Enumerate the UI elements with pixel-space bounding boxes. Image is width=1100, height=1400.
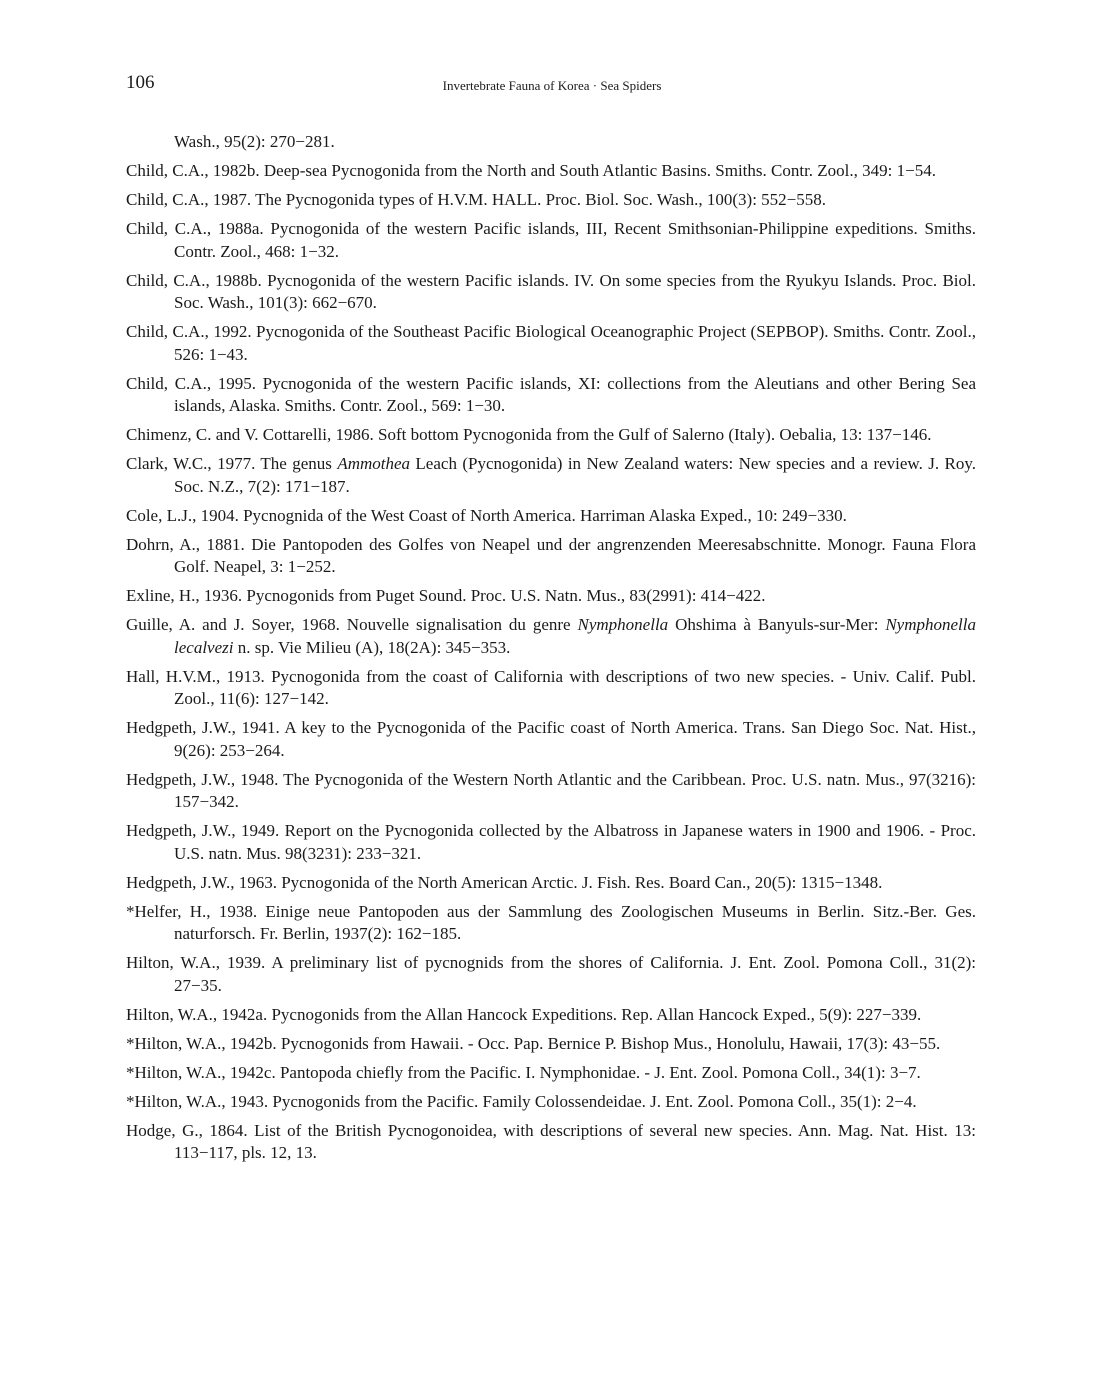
reference-entry: Hedgpeth, J.W., 1949. Report on the Pycnogonida collected by the Albatross in Japanese waters in 1900 and 1906. - Proc. U.S. natn. Mus. 98(3231): 233−321. xyxy=(126,821,976,863)
reference-entry: *Hilton, W.A., 1943. Pycnogonids from the Pacific. Family Colossendeidae. J. Ent. Zool. Pomona Coll., 35(1): 2−4. xyxy=(126,1091,917,1111)
taxon-name: Ammothea xyxy=(337,454,411,473)
reference-entry: Hedgpeth, J.W., 1941. A key to the Pycnogonida of the Pacific coast of North America. Trans. San Diego Soc. Nat. Hist., 9(26): 253−264. xyxy=(126,718,976,760)
reference-entry: Cole, L.J., 1904. Pycnognida of the West Coast of North America. Harriman Alaska Exped., 10: 249−330. xyxy=(126,505,847,525)
reference-entry xyxy=(126,614,976,659)
reference-entry xyxy=(126,453,976,498)
reference-entry: *Hilton, W.A., 1942b. Pycnogonids from Hawaii. - Occ. Pap. Bernice P. Bishop Mus., Honolulu, Hawaii, 17(3): 43−55. xyxy=(126,1033,941,1053)
reference-entry: Child, C.A., 1987. The Pycnogonida types of H.V.M. HALL. Proc. Biol. Soc. Wash., 100(3): 552−558. xyxy=(126,190,827,209)
reference-text: Clark, W.C., 1977. The genus xyxy=(126,454,338,473)
reference-entry: Hedgpeth, J.W., 1948. The Pycnogonida of the Western North Atlantic and the Caribbean. Proc. U.S. natn. Mus., 97(3216): 157−342. xyxy=(126,769,976,811)
reference-entry: Hilton, W.A., 1942a. Pycnogonids from the Allan Hancock Expeditions. Rep. Allan Hancock Exped., 5(9): 227−339. xyxy=(126,1004,922,1024)
reference-entry: Child, C.A., 1995. Pycnogonida of the western Pacific islands, XI: collections from the Aleutians and other Bering Sea islands, Alaska. Smiths. Contr. Zool., 569: 1−30. xyxy=(126,373,976,415)
reference-entry: Child, C.A., 1992. Pycnogonida of the Southeast Pacific Biological Oceanographic Project (SEPBOP). Smiths. Contr. Zool., 526: 1−43. xyxy=(126,322,976,364)
reference-entry: Hall, H.V.M., 1913. Pycnogonida from the coast of California with descriptions of two new species. - Univ. Calif. Publ. Zool., 11(6): 127−142. xyxy=(126,666,976,708)
reference-text: Leach (Pycnogonida) in New Zealand waters: New species and a review. J. Roy. Soc. N.Z., 7(2): 171−187. xyxy=(174,454,976,496)
reference-text: Guille, A. and J. Soyer, 1968. Nouvelle signalisation du genre xyxy=(126,615,578,634)
reference-entry: Dohrn, A., 1881. Die Pantopoden des Golfes von Neapel und der angrenzenden Meeresabschnitte. Monogr. Fauna Flora Golf. Neapel, 3: 1−252. xyxy=(126,534,976,576)
page-header xyxy=(126,72,978,100)
taxon-name: Nymphonella lecalvezi xyxy=(174,615,976,657)
reference-list xyxy=(126,131,976,1171)
reference-entry: Hodge, G., 1864. List of the British Pycnogonoidea, with descriptions of several new species. Ann. Mag. Nat. Hist. 13: 113−117, pls. 12, 13. xyxy=(126,1120,976,1162)
reference-entry: Child, C.A., 1982b. Deep-sea Pycnogonida from the North and South Atlantic Basins. Smiths. Contr. Zool., 349: 1−54. xyxy=(126,161,936,180)
reference-entry: Child, C.A., 1988b. Pycnogonida of the western Pacific islands. IV. On some species from the Ryukyu Islands. Proc. Biol. Soc. Wash., 101(3): 662−670. xyxy=(126,270,976,312)
reference-entry: Hedgpeth, J.W., 1963. Pycnogonida of the North American Arctic. J. Fish. Res. Board Can., 20(5): 1315−1348. xyxy=(126,872,883,892)
reference-text: Ohshima à Banyuls-sur-Mer: xyxy=(668,615,886,634)
reference-entry: Chimenz, C. and V. Cottarelli, 1986. Soft bottom Pycnogonida from the Gulf of Salerno (Italy). Oebalia, 13: 137−146. xyxy=(126,425,932,444)
reference-text: n. sp. Vie Milieu (A), 18(2A): 345−353. xyxy=(233,637,511,657)
running-title: Invertebrate Fauna of Korea · Sea Spiders xyxy=(442,78,662,93)
reference-entry: *Helfer, H., 1938. Einige neue Pantopoden aus der Sammlung des Zoologischen Museums in Berlin. Sitz.-Ber. Ges. naturforsch. Fr. Berlin, 1937(2): 162−185. xyxy=(126,901,976,943)
reference-entry: Child, C.A., 1988a. Pycnogonida of the western Pacific islands, III, Recent Smithsonian-Philippine expeditions. Smiths. Contr. Zool., 468: 1−32. xyxy=(126,219,976,261)
reference-entry: Exline, H., 1936. Pycnogonids from Puget Sound. Proc. U.S. Natn. Mus., 83(2991): 414−422. xyxy=(126,586,766,605)
reference-entry: Wash., 95(2): 270−281. xyxy=(174,132,335,151)
reference-entry: Hilton, W.A., 1939. A preliminary list of pycnognids from the shores of California. J. Ent. Zool. Pomona Coll., 31(2): 27−35. xyxy=(126,953,976,995)
reference-entry: *Hilton, W.A., 1942c. Pantopoda chiefly from the Pacific. I. Nymphonidae. - J. Ent. Zool. Pomona Coll., 34(1): 3−7. xyxy=(126,1062,921,1082)
page-number: 106 xyxy=(126,72,155,93)
taxon-name: Nymphonella xyxy=(577,615,669,634)
